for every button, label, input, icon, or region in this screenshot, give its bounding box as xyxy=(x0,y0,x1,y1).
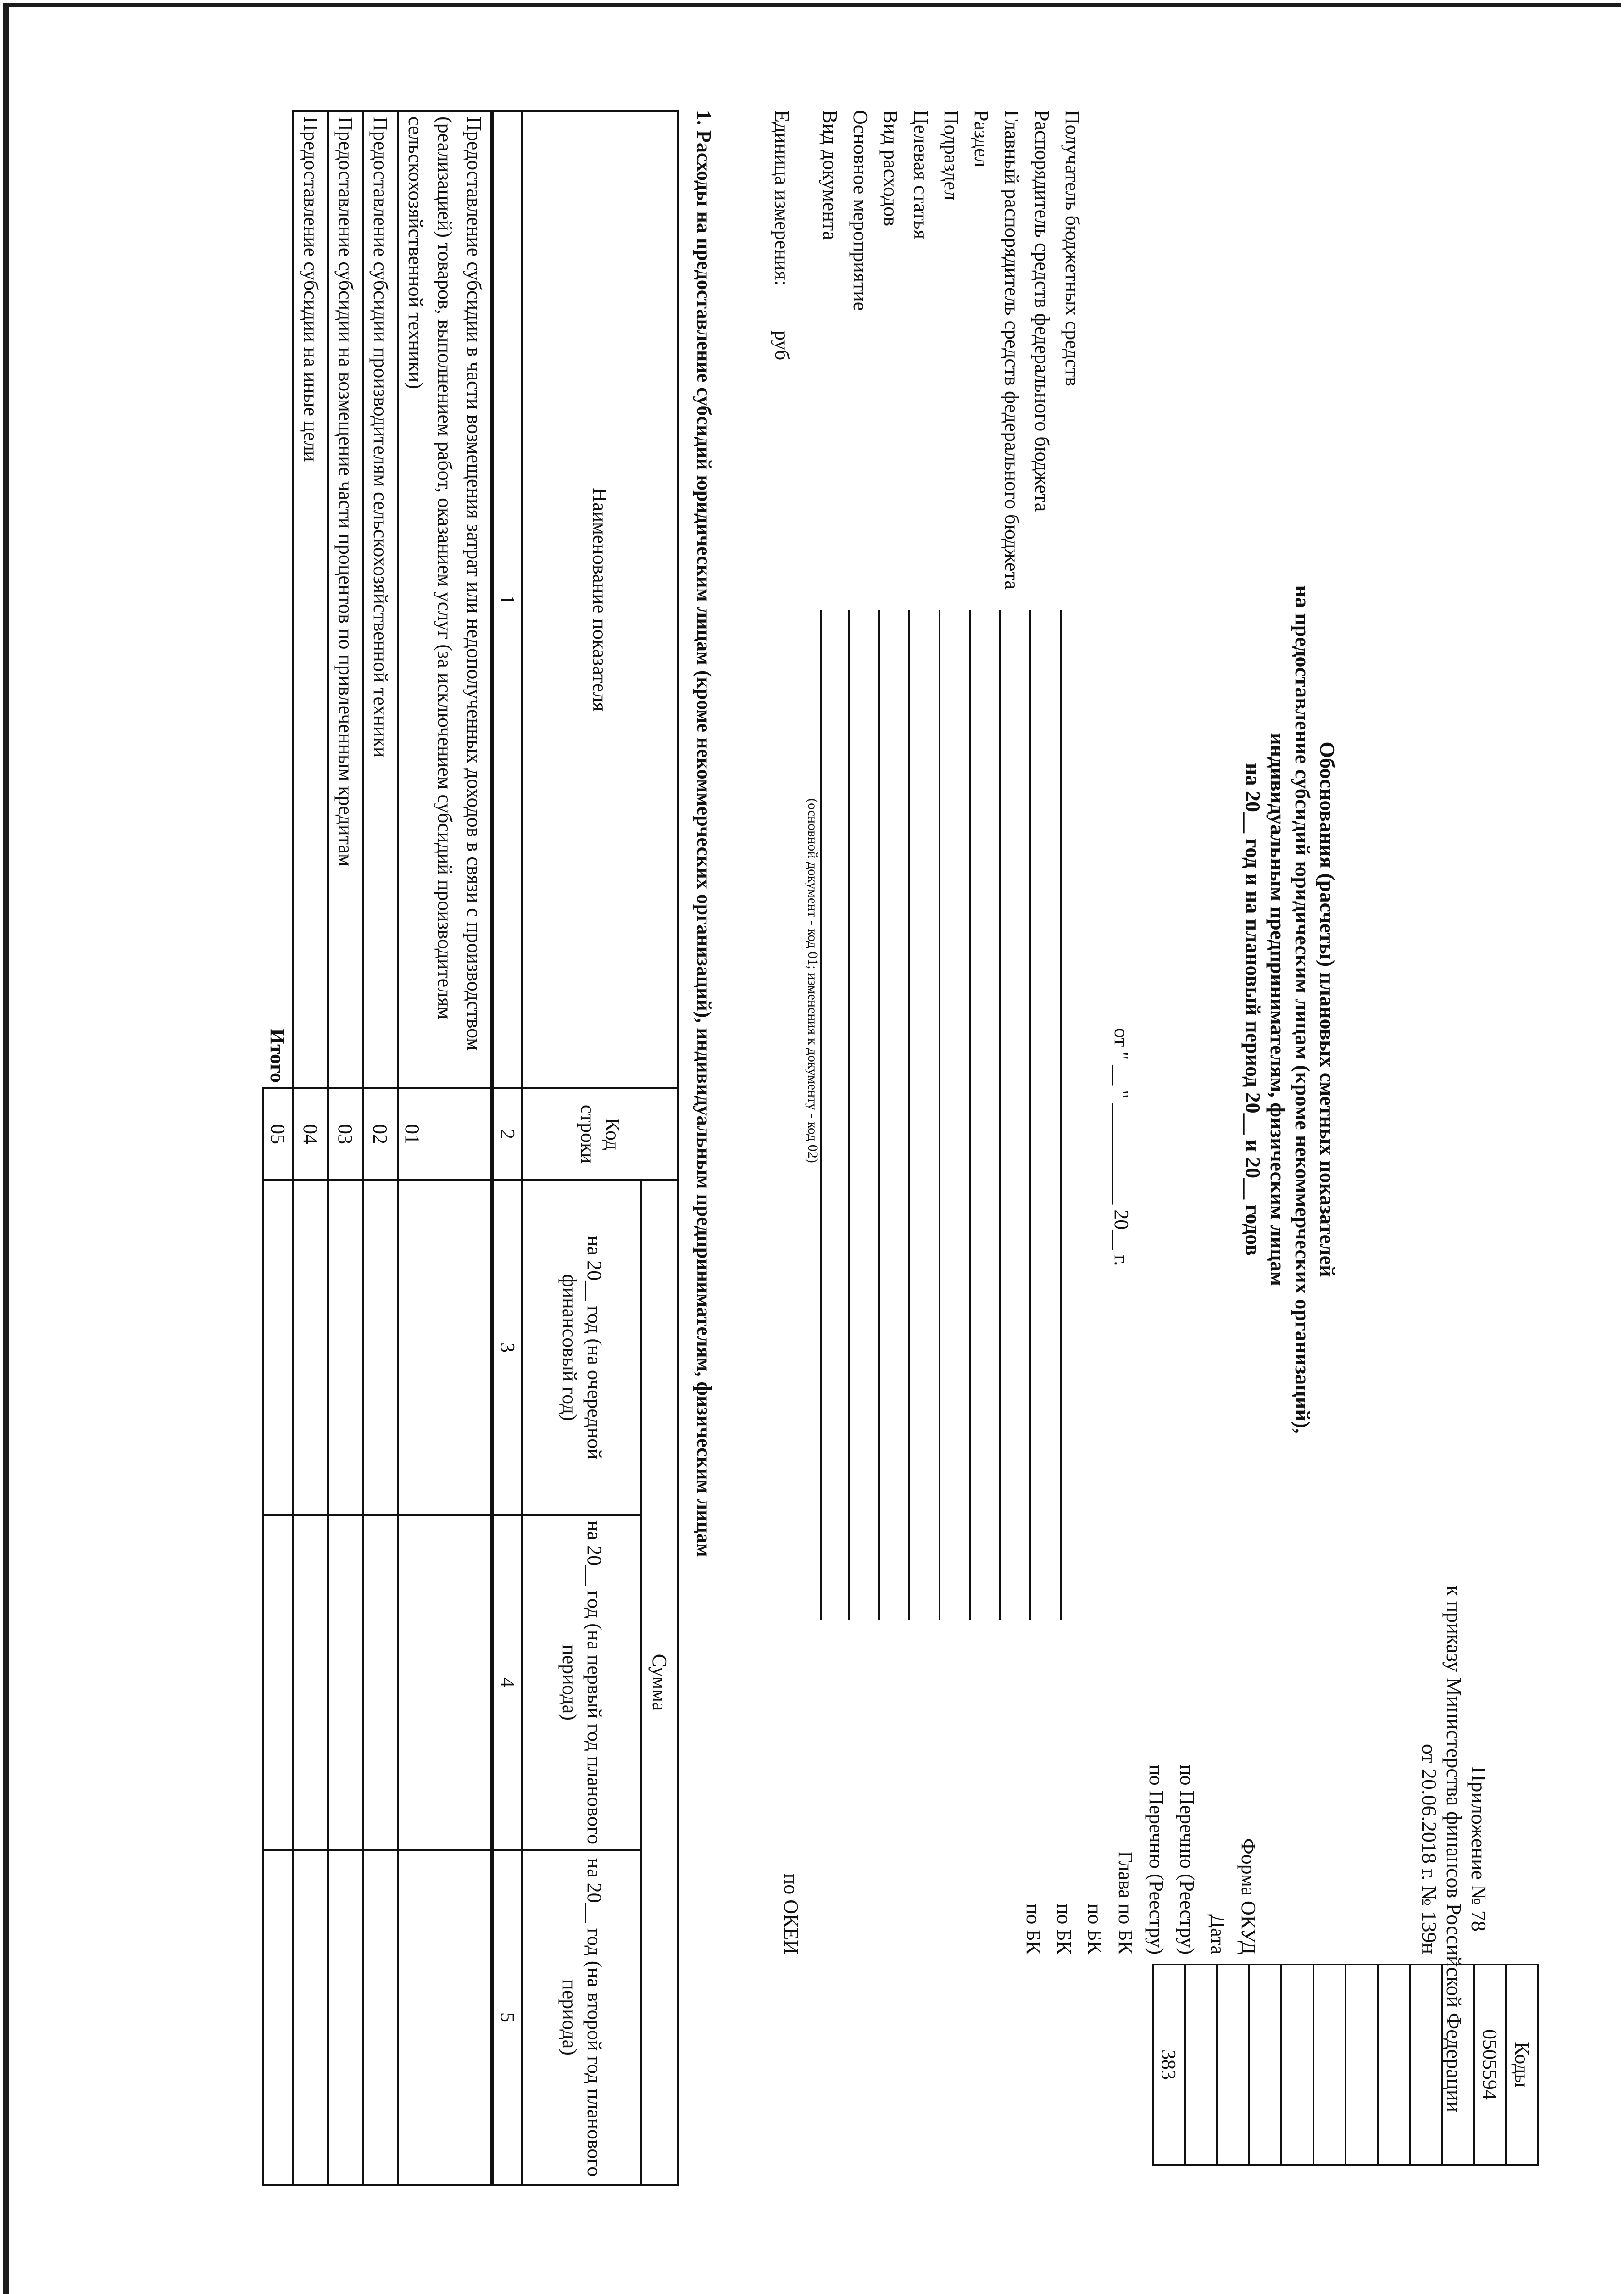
code-bk-1 xyxy=(1313,1965,1346,2165)
field-subsection: Подраздел xyxy=(940,110,962,200)
col-number-2: 2 xyxy=(492,1088,522,1180)
row-code: 01 xyxy=(398,1088,492,1180)
table-row xyxy=(293,111,328,2185)
header-year-3: на 20__ год (на второй год планового периода) xyxy=(522,1850,641,2185)
row-value-year-1 xyxy=(398,1180,492,1515)
code-bk-3 xyxy=(1249,1965,1281,2165)
table-row xyxy=(398,111,492,2185)
label-bk-3: по БК xyxy=(1022,1903,1045,1954)
label-bk-1: по БК xyxy=(1084,1903,1106,1954)
row-value-year-2 xyxy=(363,1515,398,1850)
label-registry-1: по Перечню (Реестру) xyxy=(1176,1765,1198,1954)
codes-header: Коды xyxy=(1506,1965,1538,2165)
appendix-line-1: Приложение № 78 xyxy=(1467,1766,1491,1932)
appendix-line-2: к приказу Министерства финансов Российской Федерации xyxy=(1442,1585,1466,2113)
section-1-title: 1. Расходы на предоставление субсидий юридическим лицам (кроме некоммерческих организаций), индивидуальным предпринимателям, физическим лицам xyxy=(693,110,715,1557)
table-row xyxy=(328,111,363,2185)
field-main-event: Основное мероприятие xyxy=(849,110,872,311)
field-target-article: Целевая статья xyxy=(910,110,932,239)
row-code: 04 xyxy=(293,1088,328,1180)
row-value-year-2 xyxy=(293,1515,328,1850)
label-bk-2: по БК xyxy=(1053,1903,1075,1954)
code-chapter-bk xyxy=(1346,1965,1378,2165)
code-empty-2 xyxy=(1185,1965,1217,2165)
code-bk-2 xyxy=(1281,1965,1313,2165)
header-sum: Сумма xyxy=(641,1180,678,2185)
line-doc-type xyxy=(820,610,822,1620)
label-registry-2: по Перечню (Реестру) xyxy=(1145,1765,1168,1954)
title-line-3: индивидуальным предпринимателям, физическим лицам xyxy=(1266,733,1290,1286)
line-target-article xyxy=(908,610,910,1620)
line-main-event xyxy=(848,610,850,1620)
code-labels xyxy=(1018,1606,1264,1954)
codes-table xyxy=(1152,1964,1539,2166)
unit-label: Единица измерения: xyxy=(771,110,793,286)
col-number-4: 4 xyxy=(492,1515,522,1850)
field-doc-type: Вид документа xyxy=(819,110,841,240)
row-value-year-2 xyxy=(398,1515,492,1850)
code-empty-1 xyxy=(1217,1965,1249,2165)
row-value-year-1 xyxy=(293,1180,328,1515)
field-chief-manager: Главный распорядитель средств федерального бюджета xyxy=(1001,110,1023,590)
total-row xyxy=(263,111,293,2185)
line-subsection xyxy=(939,610,940,1620)
row-value-year-2 xyxy=(328,1515,363,1850)
code-date xyxy=(1442,1965,1474,2165)
label-okud: Форма ОКУД xyxy=(1237,1838,1260,1954)
label-date: Дата xyxy=(1207,1914,1229,1954)
line-manager xyxy=(1029,610,1031,1620)
col-number-1: 1 xyxy=(492,111,522,1088)
total-value-year-2 xyxy=(263,1515,293,1850)
line-section xyxy=(969,610,971,1620)
appendix-line-3: от 20.06.2018 г. № 139н xyxy=(1418,1743,1441,1954)
header-year-2: на 20__ год (на первый год планового периода) xyxy=(522,1515,641,1850)
table-row xyxy=(363,111,398,2185)
col-number-5: 5 xyxy=(492,1850,522,2185)
title-line-2: на предоставление субсидий юридическим лицам (кроме некоммерческих организаций), xyxy=(1291,585,1314,1434)
doc-type-note: (основной документ - код 01; изменения к документу - код 02) xyxy=(805,798,820,1163)
code-okud: 0505594 xyxy=(1474,1965,1506,2165)
field-recipient: Получатель бюджетных средств xyxy=(1061,110,1084,386)
field-section: Раздел xyxy=(970,110,993,167)
row-value-year-3 xyxy=(398,1850,492,2185)
row-value-year-3 xyxy=(328,1850,363,2185)
row-name: Предоставление субсидии производителям сельскохозяйственной техники xyxy=(363,111,398,1088)
line-expense-type xyxy=(878,610,880,1620)
field-expense-type: Вид расходов xyxy=(879,110,902,226)
row-value-year-3 xyxy=(293,1850,328,2185)
row-value-year-3 xyxy=(363,1850,398,2185)
row-code: 03 xyxy=(328,1088,363,1180)
header-code: Код строки xyxy=(522,1088,678,1180)
row-value-year-1 xyxy=(328,1180,363,1515)
unit-value: руб xyxy=(771,330,793,361)
subsidies-table xyxy=(262,110,679,2186)
code-registry-1 xyxy=(1410,1965,1442,2165)
field-manager: Распорядитель средств федерального бюджета xyxy=(1031,110,1053,512)
code-okei: 383 xyxy=(1153,1965,1185,2165)
total-code: 05 xyxy=(263,1088,293,1180)
line-chief-manager xyxy=(999,610,1001,1620)
col-number-3: 3 xyxy=(492,1180,522,1515)
field-labels xyxy=(815,110,1087,670)
line-recipient xyxy=(1060,610,1062,1620)
title-line-4: на 20__ год и на плановый период 20__ и 20__ годов xyxy=(1241,763,1265,1256)
code-registry-2 xyxy=(1378,1965,1410,2165)
total-value-year-3 xyxy=(263,1850,293,2185)
label-chapter-bk: Глава по БК xyxy=(1114,1851,1137,1954)
row-name: Предоставление субсидии на возмещение части процентов по привлеченным кредитам xyxy=(328,111,363,1088)
total-label: Итого xyxy=(263,111,293,1088)
total-value-year-1 xyxy=(263,1180,293,1515)
document-date: от " __ " __________ 20__ г. xyxy=(1110,1028,1133,1266)
row-name: Предоставление субсидии в части возмещения затрат или недополученных доходов в связи с производством (реализацией) товаров, выполнением работ, оказанием услуг (за исключением субсидий производителям сельскохозяйственной техники) xyxy=(398,111,492,1088)
row-value-year-1 xyxy=(363,1180,398,1515)
header-name: Наименование показателя xyxy=(522,111,678,1088)
label-okei: по ОКЕИ xyxy=(780,1873,802,1954)
document-title xyxy=(1240,275,1340,1743)
header-year-1: на 20__ год (на очередной финансовый год) xyxy=(522,1180,641,1515)
title-line-1: Обоснования (расчеты) плановых сметных показателей xyxy=(1316,741,1339,1277)
row-code: 02 xyxy=(363,1088,398,1180)
row-name: Предоставление субсидии на иные цели xyxy=(293,111,328,1088)
